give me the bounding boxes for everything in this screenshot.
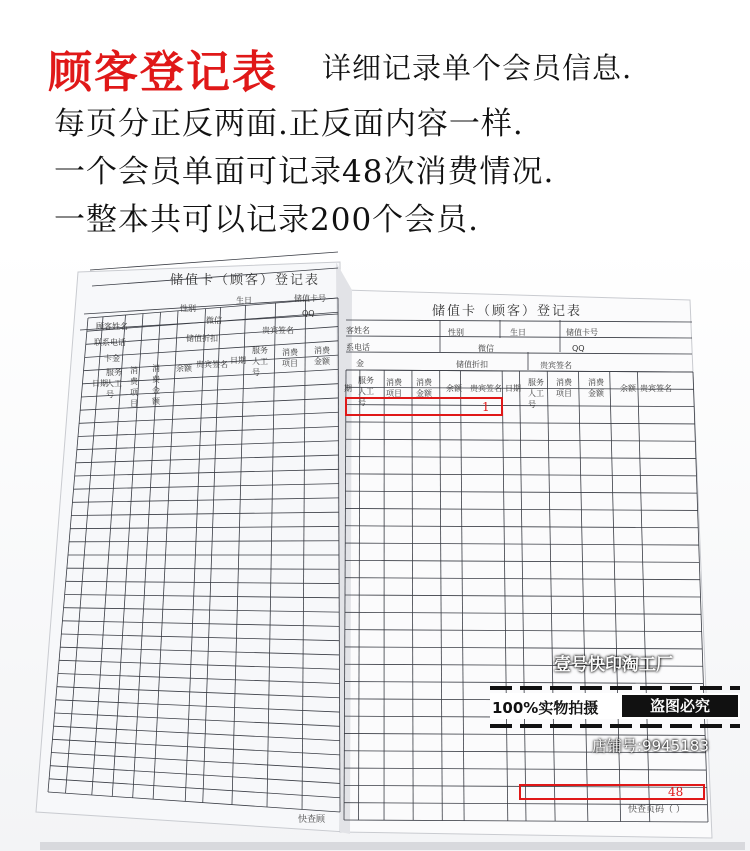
- right-field-name: 客姓名: [346, 326, 370, 335]
- right-field-birthday: 生日: [510, 328, 526, 337]
- book-photo: [0, 245, 750, 851]
- right-field-wechat: 微信: [478, 344, 494, 353]
- promo-line-3: 一整本共可以记录200个会员.: [54, 202, 480, 238]
- watermark-store-id: 店铺号:9945183: [592, 737, 709, 755]
- right-field-gender: 性别: [448, 328, 464, 337]
- left-field-card: 储值卡号: [294, 294, 326, 303]
- right-page-title: 储值卡（顾客）登记表: [432, 304, 583, 319]
- left-page-footer: 快查顾: [298, 815, 326, 825]
- left-col-item-2: 消费项目: [282, 348, 298, 368]
- left-field-gender: 性别: [180, 304, 196, 313]
- left-field-birthday: 生日: [236, 296, 252, 305]
- promo-header: [0, 0, 750, 245]
- left-field-card-gold: 卡金: [104, 354, 120, 363]
- book-illustration: [0, 245, 750, 851]
- right-col-vip-2: 贵宾签名: [640, 384, 672, 393]
- right-col-amount-2: 消费金额: [588, 378, 604, 398]
- right-field-phone: 系电话: [346, 343, 370, 352]
- right-field-card-gold: 金: [356, 359, 364, 368]
- right-col-item-2: 消费项目: [556, 378, 572, 398]
- left-col-date: 日期: [92, 379, 108, 388]
- right-col-staff: 服务人工号: [358, 376, 374, 407]
- right-col-date: 期: [344, 384, 352, 393]
- promo-line-2: 一个会员单面可记录48次消费情况.: [54, 154, 555, 190]
- left-field-name: 顾客姓名: [96, 322, 128, 331]
- left-col-date-2: 日期: [230, 356, 246, 365]
- left-col-balance: 余额: [176, 364, 192, 373]
- left-col-staff: 服务人工号: [106, 368, 122, 399]
- left-field-wechat: 微信: [206, 316, 222, 325]
- watermark-real-photo: 100%实物拍摄: [492, 699, 599, 717]
- left-field-discount: 储值折扣: [186, 334, 218, 343]
- right-page-footer: 快查页码（ ）: [628, 805, 685, 815]
- watermark-dash-bottom: [490, 724, 740, 728]
- promo-title: 顾客登记表: [48, 47, 278, 98]
- left-col-staff-2: 服务人工号: [252, 346, 268, 377]
- left-col-amount-2: 消费金额: [314, 346, 330, 366]
- left-col-vip: 贵宾签名: [196, 360, 228, 369]
- right-col-item: 消费项目: [386, 378, 402, 398]
- left-page-title: 储值卡（顾客）登记表: [170, 273, 321, 288]
- right-col-staff-2: 服务人工号: [528, 378, 544, 409]
- right-col-date-2: 日期: [505, 384, 521, 393]
- left-col-item: 消费项目: [130, 366, 138, 408]
- right-col-balance-2: 余额: [620, 384, 636, 393]
- right-col-amount: 消费金额: [416, 378, 432, 398]
- right-col-balance: 余额: [446, 384, 462, 393]
- right-field-qq: QQ: [572, 344, 585, 353]
- watermark-warning: 盗图必究: [622, 695, 738, 717]
- left-col-amount: 消费金额: [152, 364, 160, 406]
- promo-line-1: 每页分正反两面.正反面内容一样.: [54, 106, 524, 142]
- left-field-phone: 联系电话: [94, 338, 126, 347]
- row-start-number: 1: [482, 400, 490, 414]
- right-field-vip: 贵宾签名: [540, 361, 572, 370]
- promo-subtitle: 详细记录单个会员信息.: [322, 51, 633, 85]
- watermark-shop-name: 壹号快印淘工厂: [554, 655, 673, 675]
- right-field-discount: 储值折扣: [456, 360, 488, 369]
- watermark-dash-top: [490, 686, 740, 690]
- row-end-number: 48: [668, 785, 684, 799]
- left-field-vip: 贵宾签名: [262, 326, 294, 335]
- right-field-card: 储值卡号: [566, 328, 598, 337]
- left-field-qq: QQ: [302, 309, 315, 318]
- right-col-vip: 贵宾签名: [470, 384, 502, 393]
